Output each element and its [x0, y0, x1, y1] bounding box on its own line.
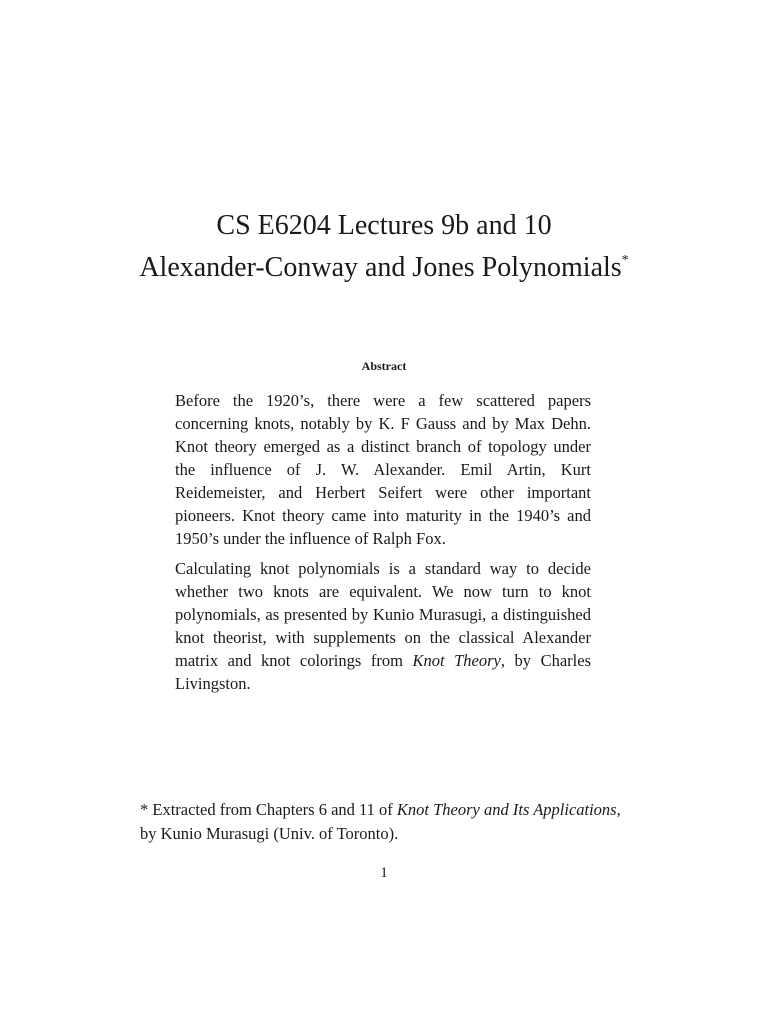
abstract-paragraph-1: Before the 1920’s, there were a few scattered papers concerning knots, notably by K. F Gauss and by Max Dehn. Knot theory emerged as a distinct branch of topology under the influence of J. W. Alexander. Emil Artin, Kurt Reidemeister, and Herbert Seifert were other important pioneers. Knot theory came into maturity in the 1940’s and 1950’s under the influence of Ralph Fox.: [175, 391, 591, 548]
abstract-heading: Abstract: [361, 359, 407, 373]
title-line-2-text: Alexander-Conway and Jones Polynomials: [139, 252, 622, 283]
abstract-body: [175, 389, 591, 702]
footnote: [140, 798, 640, 846]
abstract-paragraph-2-text-a: Calculating knot polynomials is a standard way to decide whether two knots are equivalent. We now turn to knot polynomials, as presented by Kunio Murasugi, a distinguished knot theorist, with supplements on the classical Alexander matrix and knot colorings from: [175, 559, 591, 670]
abstract-book-title: Knot Theory: [412, 651, 501, 670]
abstract-paragraph-2: [175, 557, 591, 695]
footnote-text-a: * Extracted from Chapters 6 and 11 of: [140, 800, 397, 819]
footnote-text-b: , by Kunio Murasugi (Univ. of Toronto).: [140, 800, 621, 843]
title-footnote-mark: *: [621, 253, 629, 268]
title-line-1: CS E6204 Lectures 9b and 10: [216, 210, 552, 241]
title-block: [0, 205, 768, 289]
title-line-2: [0, 247, 768, 289]
abstract-paragraph-2-text-b: , by Charles Livingston.: [175, 651, 591, 693]
footnote-book-title: Knot Theory and Its Applications: [396, 800, 617, 819]
page-number: 1: [380, 865, 388, 881]
